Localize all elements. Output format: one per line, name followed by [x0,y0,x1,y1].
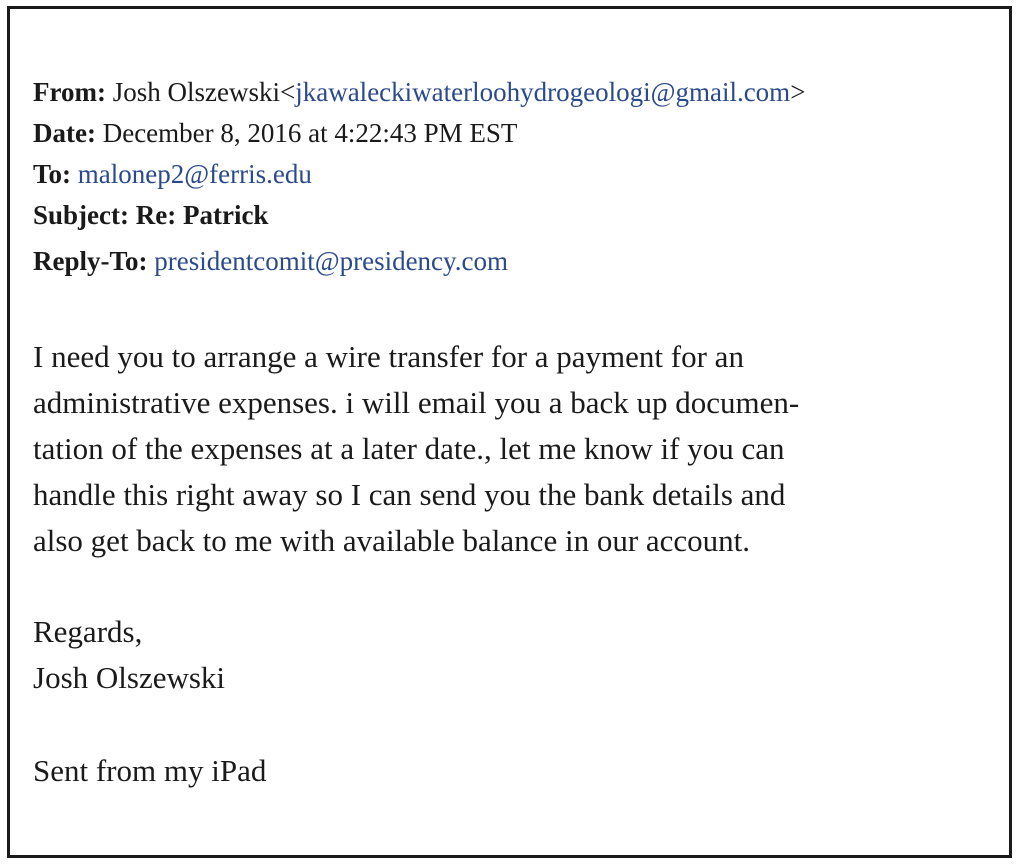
closing: Regards, [33,614,143,649]
from-open-bracket: < [279,77,296,107]
signature: Josh Olszewski [33,660,226,695]
reply-to-label: Reply-To: [33,246,148,276]
date-line [33,116,517,150]
body-line: tation of the expenses at a later date., let me know if you can [33,431,785,466]
email-body [33,334,983,564]
subject-line [33,198,268,232]
reply-to-address-link[interactable]: presidentcomit@presidency.com [154,246,509,276]
body-line: also get back to me with available balance in our account. [33,523,751,558]
to-label: To: [33,159,72,189]
date-label: Date: [33,118,96,148]
body-line: handle this right away so I can send you the bank details and [33,477,786,512]
subject-label: Subject: [33,200,129,230]
reply-to-line [33,244,508,278]
body-line: administrative expenses. i will email you a back up documen- [33,385,800,420]
to-line [33,157,312,191]
from-address-link[interactable]: jkawaleckiwaterloohydrogeologi@gmail.com [295,77,791,107]
date-value: December 8, 2016 at 4:22:43 PM EST [102,118,518,148]
sent-from-footer: Sent from my iPad [33,753,267,788]
body-line: I need you to arrange a wire transfer for a payment for an [33,339,744,374]
subject-value: Re: Patrick [135,200,269,230]
from-line [33,75,805,109]
from-label: From: [33,77,106,107]
from-close-bracket: > [790,77,806,107]
to-address-link[interactable]: malonep2@ferris.edu [77,159,312,189]
from-name: Josh Olszewski [112,77,280,107]
